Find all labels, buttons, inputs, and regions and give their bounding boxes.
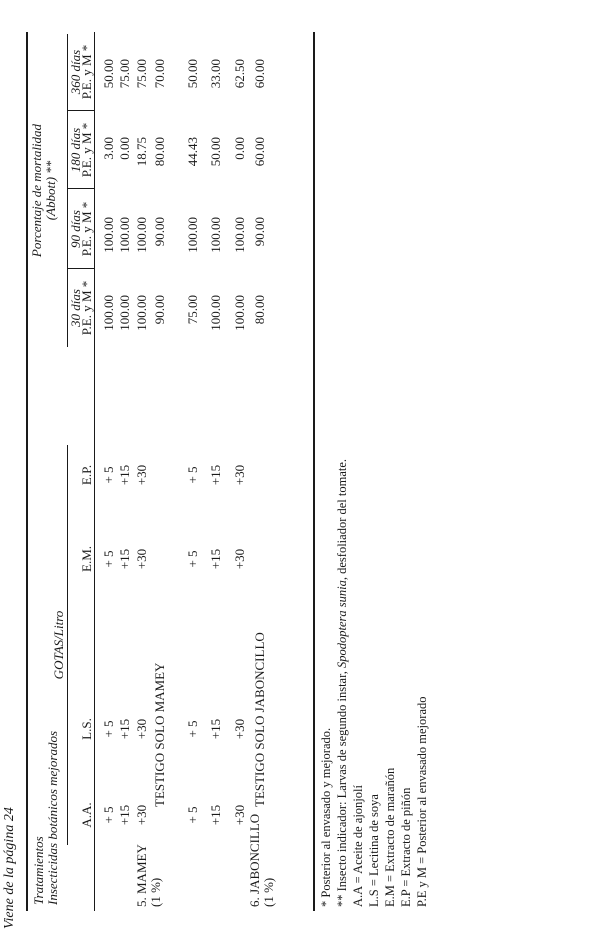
group-name-jaboncillo: 6. JABONCILLO [247,813,262,907]
dose-cell: +30 [232,548,247,570]
abbreviation-ls: L.S = Lecitina de soya [367,794,381,907]
value-cell: 100.00 [134,217,149,253]
dose-cell: +15 [117,464,132,486]
value-cell: 0.00 [117,137,132,160]
dose-cell: +15 [208,718,223,740]
header-rule [94,32,95,911]
day-header-30: 30 días [68,289,83,327]
dose-cell: + 5 [185,550,200,568]
value-cell: 80.00 [252,295,267,325]
abbreviation-aa: A.A = Aceite de ajonjolí [351,785,365,907]
dose-cell: +30 [232,804,247,826]
abbreviation-pem: P.E y M = Posterior al envasado mejorado [415,696,429,907]
value-cell: 75.00 [117,59,132,89]
value-cell: 50.00 [185,59,200,89]
value-cell: 100.00 [117,295,132,331]
dose-cell: +15 [208,464,223,486]
mortality-subheader: (Abbott) ** [43,160,58,221]
dose-cell: +30 [232,718,247,740]
column-header-em: E.M. [79,546,94,572]
value-cell: 100.00 [101,295,116,331]
footnote-2-suffix: , desfoliador del tomate. [335,458,349,581]
value-cell: 90.00 [252,217,267,247]
value-cell: 0.00 [232,137,247,160]
value-cell: 100.00 [101,217,116,253]
value-cell: 70.00 [152,59,167,89]
top-rule [26,32,28,911]
value-cell: 33.00 [208,59,223,89]
value-cell: 100.00 [185,217,200,253]
group-pct-jaboncillo: (1 %) [261,877,276,907]
value-cell: 100.00 [134,295,149,331]
dose-cell: +15 [208,804,223,826]
value-cell: 60.00 [252,137,267,167]
group-pct-mamey: (1 %) [148,877,163,907]
table-area [24,0,605,935]
control-label: TESTIGO SOLO MAMEY [152,662,167,807]
day-header-180: 180 días [68,127,83,173]
value-cell: 100.00 [208,295,223,331]
value-cell: 62.50 [232,59,247,89]
group-name-mamey: 5. MAMEY [134,844,149,907]
footnote-2 [335,459,350,907]
abbreviation-em: E.M = Extracto de marañón [383,767,397,907]
footnote-1: * Posterior al envasado y mejorado. [319,727,333,907]
value-cell: 100.00 [232,295,247,331]
dose-cell: +30 [134,718,149,740]
dose-cell: + 5 [185,720,200,738]
column-header-ls: L.S. [79,718,94,740]
value-cell: 75.00 [185,295,200,325]
gotas-header: GOTAS/Litro [51,610,66,680]
value-cell: 90.00 [152,217,167,247]
gotas-underline [67,445,68,845]
dose-cell: + 5 [101,550,116,568]
dose-cell: +30 [134,464,149,486]
mortality-header: Porcentaje de mortalidad [29,123,44,258]
treatments-subheader: Insecticidas botánicos mejorados [45,730,60,905]
bottom-rule [313,32,315,911]
dose-cell: + 5 [185,806,200,824]
value-cell: 50.00 [208,137,223,167]
value-cell: 44.43 [185,137,200,167]
dose-cell: + 5 [185,466,200,484]
dose-cell: + 5 [101,466,116,484]
dose-cell: +30 [232,464,247,486]
page-header: Viene de la página 24 [2,807,17,929]
pe-header-180: P.E. y M * [79,122,94,178]
value-cell: 80.00 [152,137,167,167]
footnote-2-prefix: ** Insecto indicador: Larvas de segundo instar, [335,667,349,907]
treatments-header: Tratamientos [31,836,46,905]
dose-cell: +30 [134,804,149,826]
value-cell: 100.00 [232,217,247,253]
dose-cell: + 5 [101,720,116,738]
dose-cell: +15 [208,548,223,570]
value-cell: 60.00 [252,59,267,89]
dose-cell: + 5 [101,806,116,824]
day-header-90: 90 días [68,210,83,248]
dose-cell: +30 [134,548,149,570]
day-header-360: 360 días [68,49,83,95]
pe-header-30: P.E. y M * [79,280,94,336]
footnote-2-species: Spodoptera sunia [335,580,349,668]
column-header-aa: A.A. [79,802,94,828]
value-cell: 75.00 [134,59,149,89]
value-cell: 100.00 [208,217,223,253]
dose-cell: +15 [117,804,132,826]
value-cell: 18.75 [134,137,149,167]
pe-header-90: P.E. y M * [79,201,94,257]
value-cell: 90.00 [152,295,167,325]
column-header-ep: E.P. [79,464,94,486]
pe-header-360: P.E. y M * [79,44,94,100]
abbreviation-ep: E.P = Extracto de piñón [399,787,413,907]
dose-cell: +15 [117,718,132,740]
control-label: TESTIGO SOLO JABONCILLO [252,632,267,807]
value-cell: 50.00 [101,59,116,89]
dose-cell: +15 [117,548,132,570]
value-cell: 100.00 [117,217,132,253]
value-cell: 3.00 [101,137,116,160]
